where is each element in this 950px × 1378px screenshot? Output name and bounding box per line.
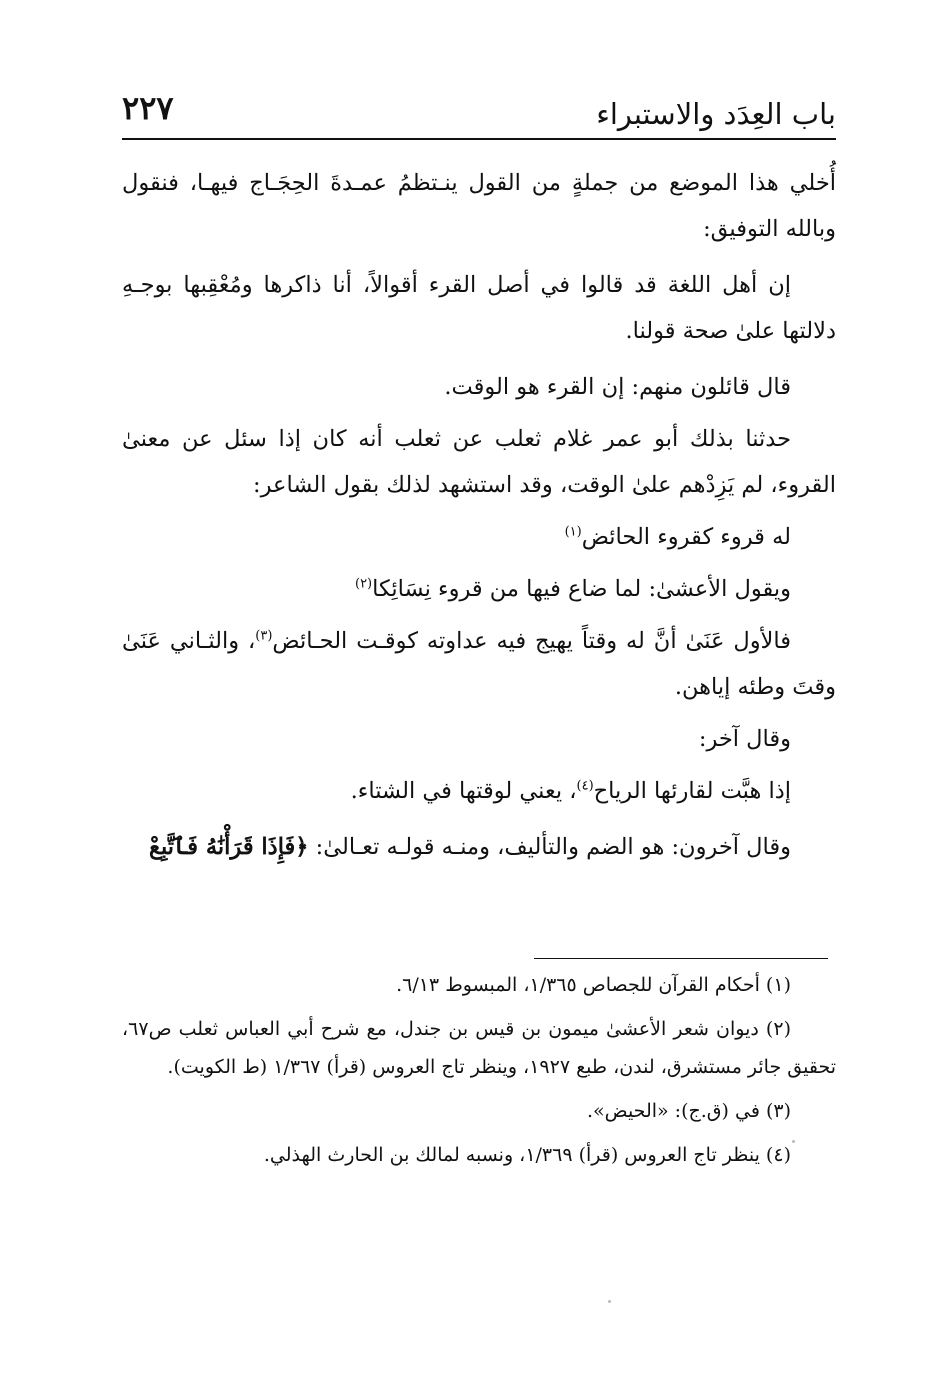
footnote-ref-1[interactable]: (١) [564, 524, 582, 540]
header-rule [122, 138, 836, 140]
paragraph-1: أُخلي هذا الموضع من جملةٍ من القول ينـتظمُ عمـدةَ الحِجَـاج فيهـا، فنقول وبالله التوفيق: [122, 170, 836, 242]
running-title: باب العِدَد والاستبراء [596, 97, 836, 131]
footnote-ref-4[interactable]: (٤) [576, 778, 594, 794]
footnote-ref-2[interactable]: (٢) [354, 576, 373, 592]
footnotes [122, 966, 836, 1180]
paragraph-9: إذا هبَّت لقارئها الرياح$^{(٤)}$، يعني لوقتها في الشتاء. [350, 778, 791, 804]
paragraph-8: وقال آخر: [698, 726, 791, 752]
footnote-1: (١) أحكام القرآن للجصاص ١/٣٦٥، المبسوط ٦/١٣. [396, 974, 791, 996]
footnote-2: (٢) ديوان شعر الأعشىٰ ميمون بن قيس بن جندل، مع شرح أبي العباس ثعلب ص٦٧، تحقيق جائر مستشرق، لندن، طبع ١٩٢٧، وينظر تاج العروس (قرأ) ١/٣٦٧ (ط الكويت). [122, 1018, 836, 1078]
paragraph-6 [122, 566, 836, 612]
paragraph-5 [122, 514, 836, 560]
paragraph-3: قال قائلون منهم: إن القرء هو الوقت. [444, 374, 791, 400]
footnote-4: (٤) ينظر تاج العروس (قرأ) ١/٣٦٩، ونسبه لمالك بن الحارث الهذلي. [263, 1144, 791, 1166]
quran-verse: ﴿فَإِذَا قَرَأْنَٰهُ فَٱتَّبِعْ [149, 834, 309, 860]
paragraph-10: وقال آخرون: هو الضم والتأليف، ومنـه قولـه تعـالىٰ: ﴿فَإِذَا قَرَأْنَٰهُ فَٱتَّبِعْ [149, 834, 791, 860]
paragraph-2: إن أهل اللغة قد قالوا في أصل القرء أقوالاً، أنا ذاكرها ومُعْقِبها بوجـهِ دلالتها علىٰ صحة قولنا. [122, 272, 836, 344]
footnote-ref-3[interactable]: (٣) [255, 628, 273, 644]
verse-text: له قروء كقروء الحائض [581, 524, 791, 550]
main-text [122, 160, 836, 880]
page-number: ٢٢٧ [122, 89, 174, 127]
paragraph-7: فالأول عَنَىٰ أنَّ له وقتاً يهيج فيه عداوته كوقـت الحـائض$^{(٣)}$، والثـاني عَنَىٰ وقتَ وطئه إياهن. [122, 628, 836, 700]
footnote-3: (٣) في (ق.ج): «الحيض». [587, 1100, 791, 1122]
scan-speck [608, 1300, 611, 1303]
paragraph-4: حدثنا بذلك أبو عمر غلام ثعلب عن ثعلب أنه كان إذا سئل عن معنىٰ القروء، لم يَزِدْهم علىٰ الوقت، وقد استشهد لذلك بقول الشاعر: [122, 426, 836, 498]
verse-text: ويقول الأعشىٰ: لما ضاع فيها من قروء نِسَائِكا [372, 576, 791, 602]
footnote-separator [534, 958, 828, 959]
page-header [122, 88, 836, 134]
scan-speck [792, 1140, 795, 1143]
